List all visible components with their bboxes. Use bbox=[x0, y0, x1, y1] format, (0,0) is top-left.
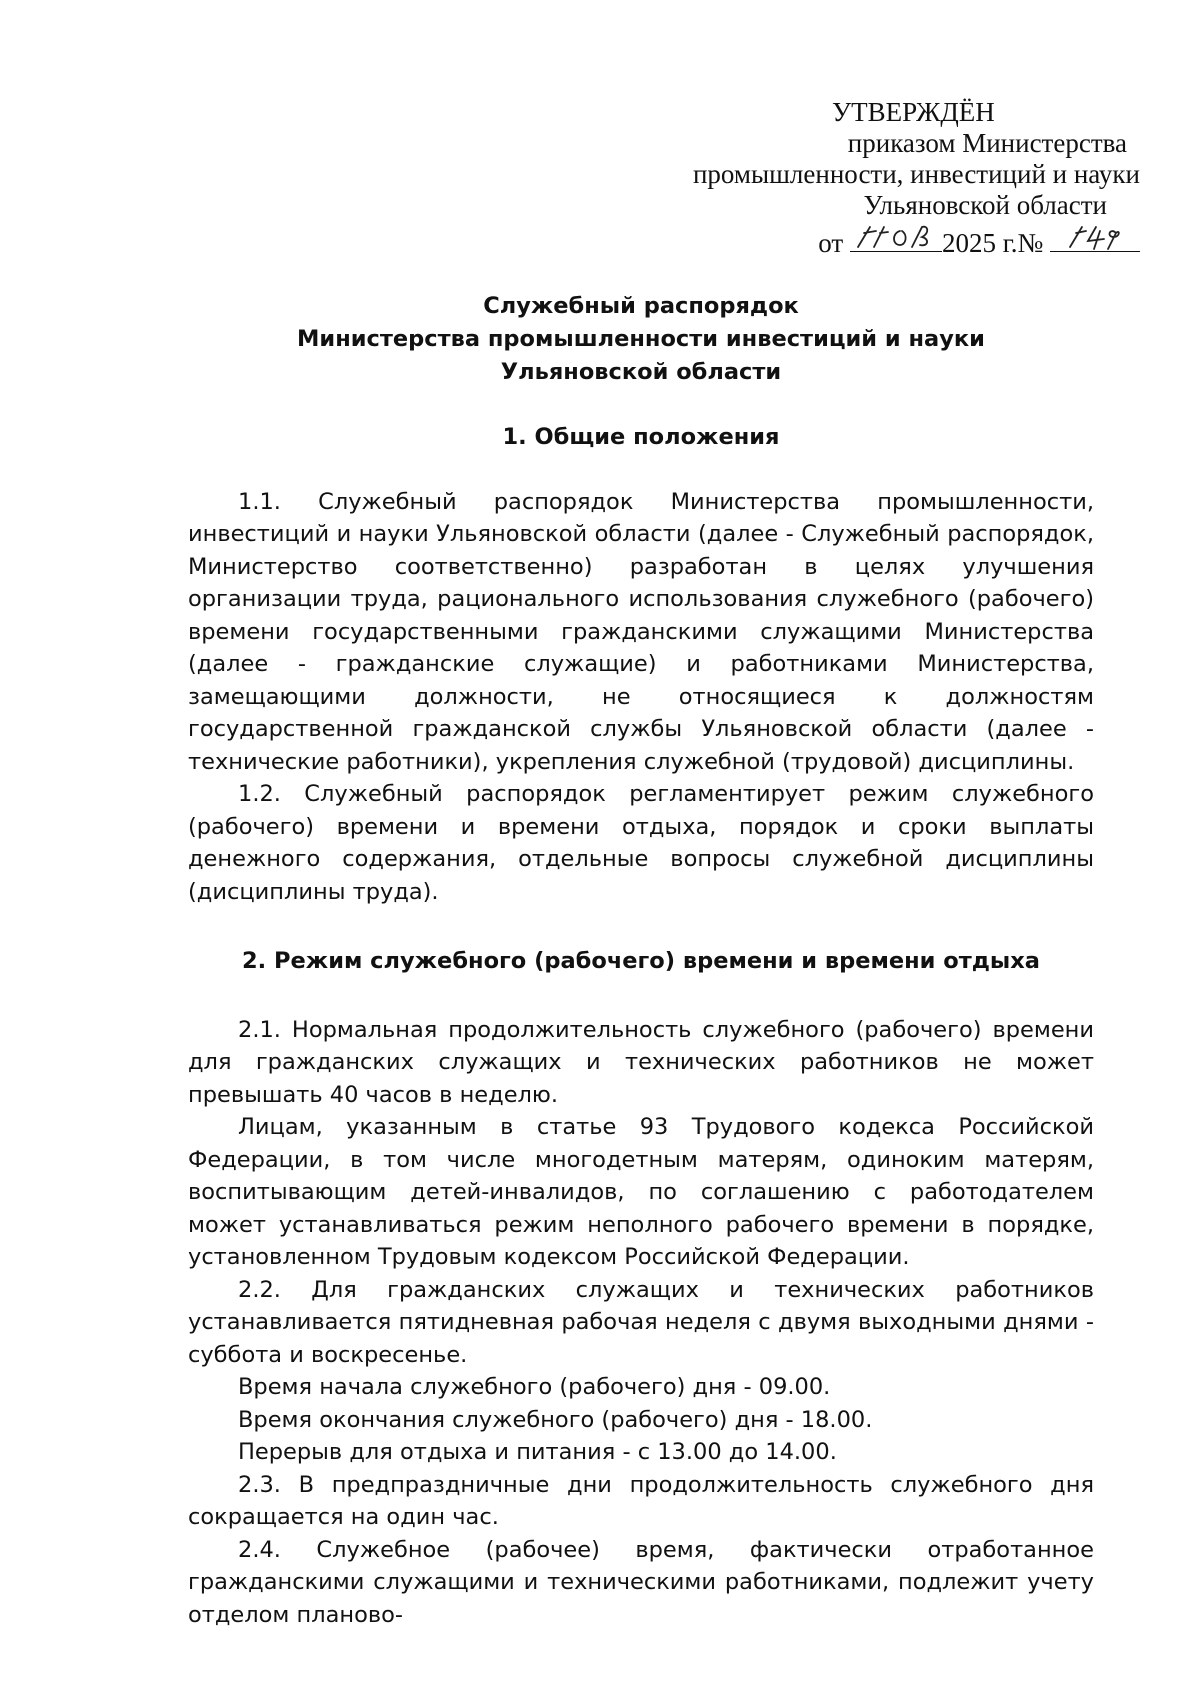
paragraph-2-1: 2.1. Нормальная продолжительность служебного (рабочего) времени для гражданских служащих и технических работников не может превышать 40 часов в неделю. bbox=[188, 1016, 1094, 1108]
approval-title: УТВЕРЖДЁН bbox=[832, 97, 995, 127]
paragraph-1-1: 1.1. Служебный распорядок Министерства промышленности, инвестиций и науки Ульяновской области (далее - Служебный распорядок, Министерство соответственно) разработан в целях улучшения организации труда, рационального использования служебного (рабочего) времени государственными гражданскими служащими Министерства (далее - гражданские служащие) и работниками Министерства, замещающими должности, не относящиеся к должностям государственной гражданской службы Ульяновской области (далее - технические работники), укрепления служебной (трудовой) дисциплины. bbox=[188, 488, 1094, 775]
approval-ministry-line: промышленности, инвестиций и науки bbox=[692, 159, 1140, 189]
handwritten-number-field bbox=[1050, 221, 1140, 252]
handwritten-date-field bbox=[850, 221, 942, 252]
section-heading-1: 1. Общие положения bbox=[502, 424, 780, 450]
handwritten-number-icon bbox=[1050, 221, 1140, 251]
paragraph-1-2: 1.2. Служебный распорядок регламентирует режим служебного (рабочего) времени и времени отдыха, порядок и сроки выплаты денежного содержания, отдельные вопросы служебной дисциплины (дисциплины труда). bbox=[188, 781, 1094, 905]
paragraph-2-1-persons: Лицам, указанным в статье 93 Трудового кодекса Российской Федерации, в том числе многодетным матерям, одиноким матерям, воспитывающим детей-инвалидов, по соглашению с работодателем может устанавливаться режим неполного рабочего времени в порядке, установленном Трудовым кодексом Российской Федерации. bbox=[188, 1114, 1094, 1270]
document-title-line-1: Служебный распорядок bbox=[483, 293, 799, 319]
document-body bbox=[188, 290, 1094, 1631]
handwritten-date-icon bbox=[850, 221, 942, 251]
document-title-line-3: Ульяновской области bbox=[500, 359, 782, 385]
paragraph-2-2: 2.2. Для гражданских служащих и технических работников устанавливается пятидневная рабочая неделя с двумя выходными днями - суббота и воскресенье. bbox=[188, 1276, 1094, 1368]
paragraph-2-3: 2.3. В предпраздничные дни продолжительность служебного дня сокращается на один час. bbox=[188, 1471, 1094, 1530]
section-heading-2: 2. Режим служебного (рабочего) времени и времени отдыха bbox=[242, 948, 1040, 974]
approval-region-line: Ульяновской области bbox=[863, 190, 1107, 220]
paragraph-2-2-end-time: Время окончания служебного (рабочего) дня - 18.00. bbox=[238, 1406, 873, 1433]
date-prefix: от bbox=[818, 228, 844, 258]
paragraph-2-4: 2.4. Служебное (рабочее) время, фактически отработанное гражданскими служащими и техническими работниками, подлежит учету отделом планово- bbox=[188, 1536, 1094, 1628]
date-year: 2025 г.№ bbox=[941, 228, 1044, 258]
paragraph-2-2-start-time: Время начала служебного (рабочего) дня - 09.00. bbox=[238, 1374, 831, 1400]
approval-date-line bbox=[600, 221, 1140, 259]
document-title-line-2: Министерства промышленности инвестиций и науки bbox=[297, 326, 985, 352]
document-title bbox=[188, 290, 1094, 389]
paragraph-2-2-break: Перерыв для отдыха и питания - с 13.00 до 14.00. bbox=[238, 1439, 837, 1465]
approval-order-line: приказом Министерства bbox=[847, 128, 1127, 158]
approval-block bbox=[600, 97, 1140, 259]
